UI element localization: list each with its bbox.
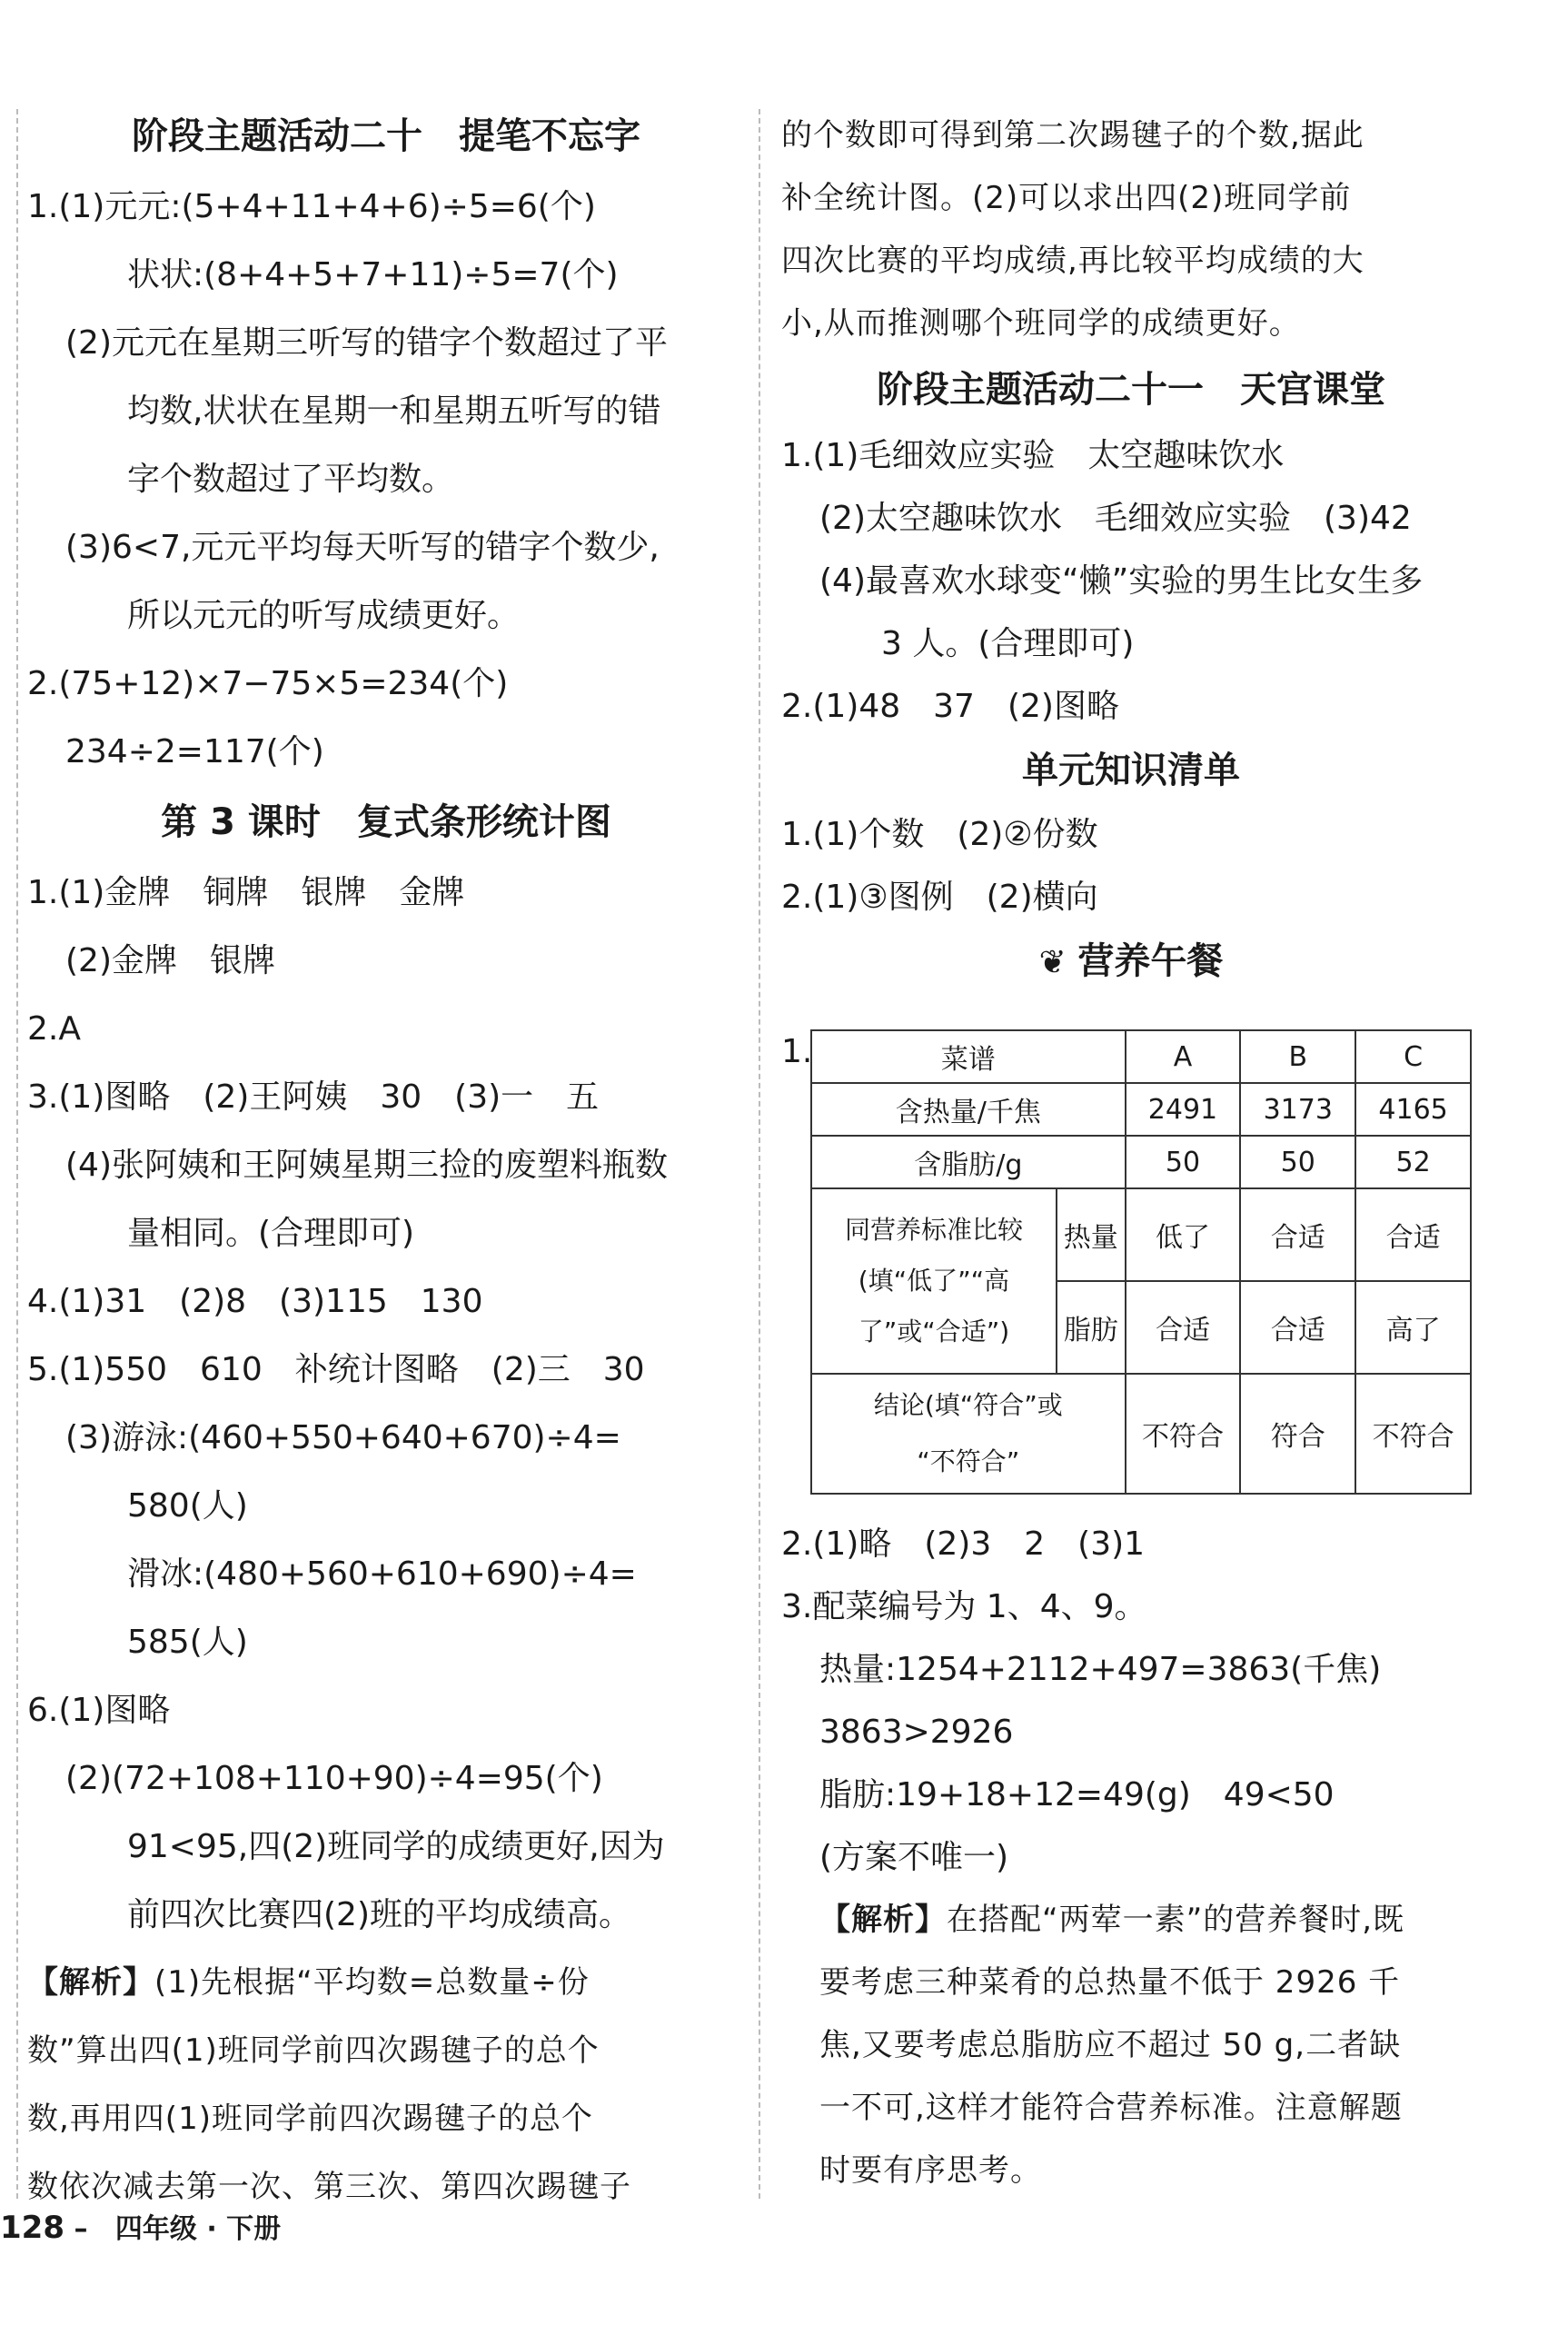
answer-line: (3)游泳:(460+550+640+670)÷4= — [65, 1419, 621, 1456]
table-cell — [811, 1188, 1057, 1374]
answer-line: (2)太空趣味饮水 毛细效应实验 (3)42 — [819, 500, 1412, 537]
table-header: B — [1240, 1030, 1355, 1083]
table-cell: 合适 — [1240, 1281, 1355, 1374]
leaf-icon: ❦ — [1038, 944, 1078, 981]
table-cell: 合适 — [1355, 1188, 1471, 1281]
answer-line: 91<95,四(2)班同学的成绩更好,因为 — [127, 1828, 665, 1865]
explanation-line: 数依次减去第一次、第三次、第四次踢毽子 — [27, 2169, 631, 2205]
table-cell: 52 — [1355, 1136, 1471, 1188]
answer-line: (2)金牌 银牌 — [65, 942, 275, 979]
answer-line: 热量:1254+2112+497=3863(千焦) — [819, 1651, 1382, 1688]
section-heading-lunch — [781, 929, 1481, 994]
table-cell: 2491 — [1126, 1083, 1241, 1136]
explanation-line: 小,从而推测哪个班同学的成绩更好。 — [781, 305, 1301, 342]
table-cell: 含热量/千焦 — [811, 1083, 1126, 1136]
right-column — [781, 104, 1481, 994]
explanation-line — [27, 1949, 745, 2017]
table-cell: 50 — [1240, 1136, 1355, 1188]
section-heading-activity-21: 阶段主题活动二十一 天宫课堂 — [877, 369, 1385, 411]
answer-line: 状状:(8+4+5+7+11)÷5=7(个) — [127, 256, 619, 293]
cell-text: (填“低了”“高 — [858, 1266, 1010, 1296]
answer-line: 所以元元的听写成绩更好。 — [127, 597, 521, 634]
table-cell: 3173 — [1240, 1083, 1355, 1136]
answer-line: 均数,状状在星期一和星期五听写的错 — [127, 392, 661, 430]
answer-line: (2)元元在星期三听写的错字个数超过了平 — [65, 324, 668, 362]
explanation-line: 补全统计图。(2)可以求出四(2)班同学前 — [781, 180, 1352, 216]
page-footer — [0, 2206, 281, 2246]
explanation-line — [781, 1889, 1481, 1952]
answer-line: 3.配菜编号为 1、4、9。 — [781, 1588, 1147, 1625]
section-heading-text: 营养午餐 — [1077, 940, 1224, 982]
explanation-label: 【解析】 — [819, 1902, 947, 1938]
answer-line: 2.(75+12)×7−75×5=234(个) — [27, 665, 509, 702]
section-heading-knowledge-list: 单元知识清单 — [1022, 750, 1240, 791]
answer-line: 滑冰:(480+560+610+690)÷4= — [127, 1555, 637, 1593]
cell-text: 了”或“合适”) — [858, 1317, 1010, 1346]
answer-line: (方案不唯一) — [819, 1839, 1009, 1876]
table-header: 菜谱 — [811, 1030, 1126, 1083]
answer-line: 脂肪:19+18+12=49(g) 49<50 — [819, 1776, 1335, 1813]
answer-line: 1.(1)元元:(5+4+11+4+6)÷5=6(个) — [27, 188, 596, 225]
cell-text: “不符合” — [917, 1446, 1020, 1476]
table-cell: 低了 — [1126, 1188, 1241, 1281]
column-divider — [759, 109, 760, 2199]
answer-line: 字个数超过了平均数。 — [127, 461, 455, 498]
table-header: C — [1355, 1030, 1471, 1083]
answer-line: 2.(1)48 37 (2)图略 — [781, 688, 1119, 725]
left-margin-divider — [16, 109, 18, 2199]
table-cell: 合适 — [1126, 1281, 1241, 1374]
answer-line: 1.(1)金牌 铜牌 银牌 金牌 — [27, 874, 465, 911]
right-column-lower — [781, 1513, 1481, 2202]
section-heading-activity-20: 阶段主题活动二十 提笔不忘字 — [132, 115, 640, 157]
explanation-line: 一不可,这样才能符合营养标准。注意解题 — [819, 2090, 1403, 2126]
answer-line: 2.(1)略 (2)3 2 (3)1 — [781, 1525, 1146, 1563]
answer-line: 2.A — [27, 1010, 81, 1048]
explanation-text: (1)先根据“平均数=总数量÷份 — [154, 1964, 590, 2001]
table-cell: 4165 — [1355, 1083, 1471, 1136]
answer-line: (4)最喜欢水球变“懒”实验的男生比女生多 — [819, 562, 1424, 600]
answer-line: (2)(72+108+110+90)÷4=95(个) — [65, 1760, 603, 1797]
explanation-line: 的个数即可得到第二次踢毽子的个数,据此 — [781, 117, 1365, 154]
answer-line: 585(人) — [127, 1624, 248, 1661]
table-cell: 热量 — [1057, 1188, 1126, 1281]
cell-text: 同营养标准比较 — [844, 1215, 1023, 1245]
left-column — [27, 100, 745, 2221]
footer-separator: – — [74, 2213, 88, 2245]
answer-line: 2.(1)③图例 (2)横向 — [781, 879, 1098, 916]
table-cell: 50 — [1126, 1136, 1241, 1188]
explanation-line: 数,再用四(1)班同学前四次踢毽子的总个 — [27, 2101, 593, 2137]
table-cell: 脂肪 — [1057, 1281, 1126, 1374]
table-header: A — [1126, 1030, 1241, 1083]
explanation-line: 四次比赛的平均成绩,再比较平均成绩的大 — [781, 243, 1365, 279]
table-cell: 符合 — [1240, 1374, 1355, 1494]
answer-line: 1.(1)个数 (2)②份数 — [781, 816, 1098, 853]
table-cell: 含脂肪/g — [811, 1136, 1126, 1188]
explanation-line: 要考虑三种菜肴的总热量不低于 2926 千 — [819, 1964, 1401, 2001]
table-cell: 不符合 — [1126, 1374, 1241, 1494]
table-cell: 不符合 — [1355, 1374, 1471, 1494]
answer-line: 前四次比赛四(2)班的平均成绩高。 — [127, 1896, 631, 1933]
answer-line: 3.(1)图略 (2)王阿姨 30 (3)一 五 — [27, 1078, 600, 1116]
nutrition-table — [810, 1029, 1472, 1495]
answer-line: 6.(1)图略 — [27, 1692, 171, 1729]
explanation-line: 时要有序思考。 — [819, 2152, 1042, 2189]
answer-line: 580(人) — [127, 1487, 248, 1525]
answer-line: 3863>2926 — [819, 1714, 1014, 1751]
section-heading-lesson-3: 第 3 课时 复式条形统计图 — [161, 801, 611, 843]
explanation-label: 【解析】 — [27, 1964, 154, 2001]
question-number: 1. — [781, 1033, 813, 1070]
table-cell — [811, 1374, 1126, 1494]
explanation-line: 焦,又要考虑总脂肪应不超过 50 g,二者缺 — [819, 2027, 1402, 2063]
cell-text: 结论(填“符合”或 — [873, 1390, 1063, 1420]
answer-line: 4.(1)31 (2)8 (3)115 130 — [27, 1283, 483, 1320]
answer-line: (4)张阿姨和王阿姨星期三捡的废塑料瓶数 — [65, 1147, 668, 1184]
explanation-text: 在搭配“两荤一素”的营养餐时,既 — [947, 1902, 1405, 1938]
answer-line: 1.(1)毛细效应实验 太空趣味饮水 — [781, 437, 1285, 474]
table-cell: 合适 — [1240, 1188, 1355, 1281]
answer-line: 量相同。(合理即可) — [127, 1215, 415, 1252]
page-number: 128 — [0, 2210, 65, 2246]
table-cell: 高了 — [1355, 1281, 1471, 1374]
grade-label: 四年级 · 下册 — [114, 2213, 282, 2245]
answer-line: (3)6<7,元元平均每天听写的错字个数少, — [65, 529, 660, 566]
answer-line: 3 人。(合理即可) — [881, 625, 1135, 662]
explanation-line: 数”算出四(1)班同学前四次踢毽子的总个 — [27, 2032, 600, 2069]
answer-line: 234÷2=117(个) — [65, 733, 324, 770]
answer-line: 5.(1)550 610 补统计图略 (2)三 30 — [27, 1351, 645, 1388]
